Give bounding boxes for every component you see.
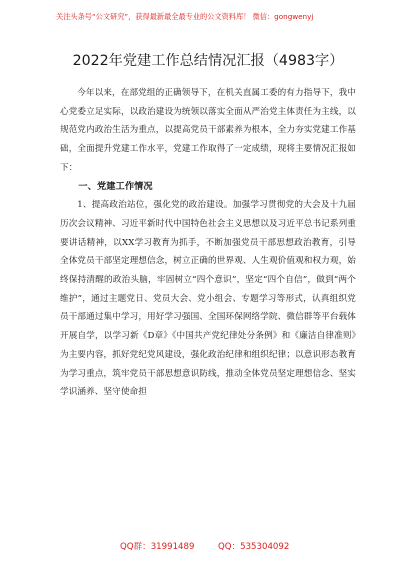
intro-paragraph: 今年以来，在部党组的正确领导下，在机关直属工委的有力指导下，我中心党委立足实际，以政治建设为统领以落实全面从严治党主体责任为主线，以规范党内政治生活为重点，以提高党员干部素养为根本，全力夯实党建工作基础，全面提升党建工作水平，党建工作取得了一定成绩，现将主要情况汇报如下： [60, 88, 356, 173]
document-title: 2022年党建工作总结情况汇报（4983字） [72, 53, 344, 69]
header-banner: 关注头条号“公文研究”，获得最新最全最专业的公文资料库！ 微信：gongwenyj [56, 12, 314, 21]
footer-contacts [0, 537, 408, 557]
qq-group-label: QQ群：31991489 [120, 542, 195, 552]
section-paragraph: 1、提高政治站位，强化党的政治建设。加强学习贯彻党的大会及十九届历次会议精神、习近平新时代中国特色社会主义思想以及习近平总书记系列重要讲话精神，以XX学习教育为抓手，不断加强党员干部思想政治教育，引导全体党员干部坚定理想信念，树立正确的世界观、人生观价值观和权力观，始终保持清醒的政治头脑，牢固树立“四个意识”，坚定“四个自信”，做到“两个维护”，通过主题党日、党员大会、党小组会、专题学习等形式，认真组织党员干部通过集中学习，用好学习强国、全国环保网络学院、微信群等平台载体开展自学，以学习新《D章》《中国共产党纪律处分条例》和《廉洁自律准则》为主要内容，抓好党纪党风建设，强化政治纪律和组织纪律；以意识形态教育为学习重点，筑牢党员干部思想意识防线，推动全体党员坚定理想信念、坚实学识涵养、坚守使命担 [60, 200, 356, 398]
section-heading: 一、党建工作情况 [78, 180, 153, 192]
qq-contact-label: QQ：535304092 [218, 542, 290, 552]
document-body [60, 84, 356, 402]
